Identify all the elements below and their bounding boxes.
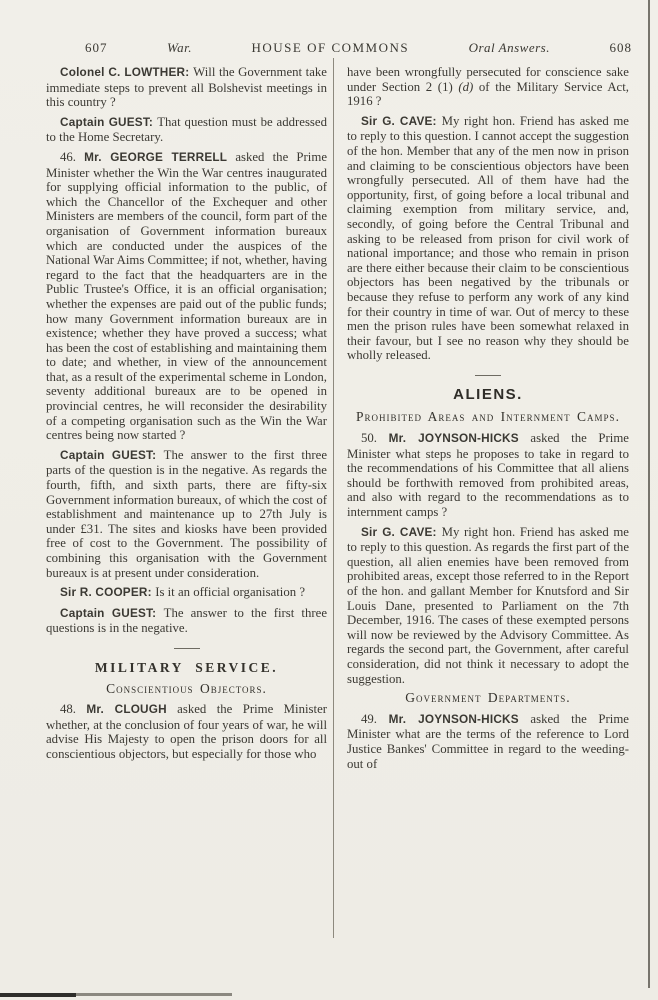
paragraph xyxy=(46,115,327,145)
paragraph xyxy=(347,65,629,109)
section-divider-rule xyxy=(174,648,200,649)
paragraph-text: 48. xyxy=(60,702,87,717)
paragraph xyxy=(46,585,327,601)
paragraph xyxy=(46,606,327,636)
paragraph-text: The answer to the first three parts of the question is in the negative. As regards the fourth, fifth, and sixth parts, there are fifty-six Government information bureaux, of which the cost of establishment and maintenance up to 27th July is under £31. The sites and kiosks have been provided free of cost to the Government. The possibility of combining this organisation with the Government bureaux is at present under consideration. xyxy=(46,447,327,580)
speaker-name: Captain GUEST: xyxy=(60,606,164,620)
speaker-name: Sir G. CAVE: xyxy=(361,525,442,539)
paragraph xyxy=(46,448,327,580)
section-subheading: Conscientious Objectors. xyxy=(106,680,267,696)
page-header xyxy=(85,40,632,56)
paragraph-text: My right hon. Friend has asked me to reply to this question. As regards the first part of the question, all alien enemies have been removed from prohibited areas, except those referred to in the Report of the hon. and gallant Member for Knutsford and Sir Louis Dane, presented to Parliament on the 7th December, 1916. The cases of these exempted persons will now be reviewed by the Advisory Committee. As regards the second part, the Government, after careful consideration, did not think it necessary to adopt the suggestion. xyxy=(347,524,629,686)
left-column xyxy=(46,61,327,767)
paragraph-text: The answer to the first three questions is in the negative. xyxy=(46,605,327,636)
paragraph xyxy=(347,114,629,363)
section-heading: ALIENS. xyxy=(453,385,523,403)
paragraph-text: asked the Prime Minister what are the terms of the reference to Lord Justice Bankes' Committee in regard to the weeding-out of xyxy=(347,711,629,771)
page-number-left: 607 xyxy=(85,40,108,55)
running-head-right: Oral Answers. xyxy=(468,40,550,55)
speaker-name: Sir R. COOPER: xyxy=(60,586,156,600)
paragraph-text: Is it an official organisation ? xyxy=(155,585,306,600)
paragraph xyxy=(347,712,629,771)
paragraph-text: Will the Government take immediate steps to prevent all Bolshevist meetings in this country ? xyxy=(46,65,327,110)
speaker-name: Mr. GEORGE TERRELL xyxy=(84,150,228,164)
paragraph-text: of the Military Service Act, 1916 ? xyxy=(347,79,629,109)
section-subheading: Prohibited Areas and Internment Camps. xyxy=(356,409,620,425)
paragraph-text: asked the Prime Minister what steps he proposes to take in regard to the recommendations of his Committee that all aliens should be forthwith removed from prohibited areas, and also with regard to the recommendations as to internment camps ? xyxy=(347,431,629,520)
scan-page-edge-bottom-gray xyxy=(76,993,232,996)
speaker-name: Colonel C. LOWTHER: xyxy=(60,66,194,79)
paragraph xyxy=(46,150,327,443)
section-heading: MILITARY SERVICE. xyxy=(94,659,279,675)
column-divider-rule xyxy=(333,58,334,938)
paragraph-text: asked the Prime Minister whether, at the conclusion of four years of war, he will advise His Majesty to open the prison doors for all conscientious objectors, but especially for those who xyxy=(46,702,328,761)
page-number-right: 608 xyxy=(609,40,632,55)
scan-page-edge-bottom-dark xyxy=(0,993,76,997)
speaker-name: Captain GUEST: xyxy=(60,115,158,129)
paragraph-text: My right hon. Friend has asked me to reply to this question. I cannot accept the suggestion of the hon. Member that any of the men now in prison and claiming to be conscientious objectors have been wrongfully persecuted. All of them have had the opportunity, first, of going before a local tribunal and claiming exemption from military service, and, secondly, of going before the Central Tribunal and asking to be released from prison for civil work of national importance; and those who remain in prison are there either because their claim to be conscientious objectors has been negatived by the tribunals or because they refuse to perform any work of any kind for their country in time of war. Out of mercy to these men the prison rules have been somewhat relaxed in their favour, but I see no reason why they should be wholly released. xyxy=(347,113,629,363)
speaker-name: Mr. JOYNSON-HICKS xyxy=(388,432,519,446)
speaker-name: Captain GUEST: xyxy=(60,448,164,462)
section-divider-rule xyxy=(475,375,501,376)
paragraph xyxy=(347,525,629,687)
paragraph xyxy=(46,702,327,761)
paragraph-text: 50. xyxy=(361,431,389,446)
speaker-name: Mr. JOYNSON-HICKS xyxy=(388,712,519,726)
scan-page-edge-right xyxy=(648,0,650,988)
section-subheading: Government Departments. xyxy=(405,690,571,706)
paragraph-text: 49. xyxy=(361,711,389,726)
italic-text: (d) xyxy=(458,79,474,94)
running-head-left: War. xyxy=(166,40,192,55)
speaker-name: Sir G. CAVE: xyxy=(361,114,442,128)
speaker-name: Mr. CLOUGH xyxy=(86,703,167,717)
right-column xyxy=(347,61,629,776)
paragraph-text: That question must be addressed to the Home Secretary. xyxy=(46,114,327,145)
paragraph-text: have been wrongfully persecuted for conscience sake under Section 2 (1) xyxy=(347,65,629,94)
paragraph xyxy=(347,431,629,520)
paragraph-text: 46. xyxy=(60,149,85,164)
running-head-center: HOUSE OF COMMONS xyxy=(251,40,410,55)
paragraph-text: asked the Prime Minister whether the Win the War centres inaugurated for supplying official information to the public, of which the Chancellor of the Exchequer and other Ministers are members of the council, form part of the organisation of Government information bureaux which are conducted under the auspices of the National War Aims Committee; if not, whether, having regard to the fact that the headquarters are in the Public Trustee's Office, it is an official organisation; whether the expenses are paid out of the public funds; how many Government information bureaux are in existence; whether they have proved a success; what has been the cost of establishing and maintaining them to date; and whether, in view of the announcement that, as a result of the experimental scheme in London, seventy additional bureaux are to be opened in provincial centres, he will reconsider the desirability of a competing organisation such as the Win the War centres being now started ? xyxy=(46,149,327,443)
paragraph xyxy=(46,65,327,110)
